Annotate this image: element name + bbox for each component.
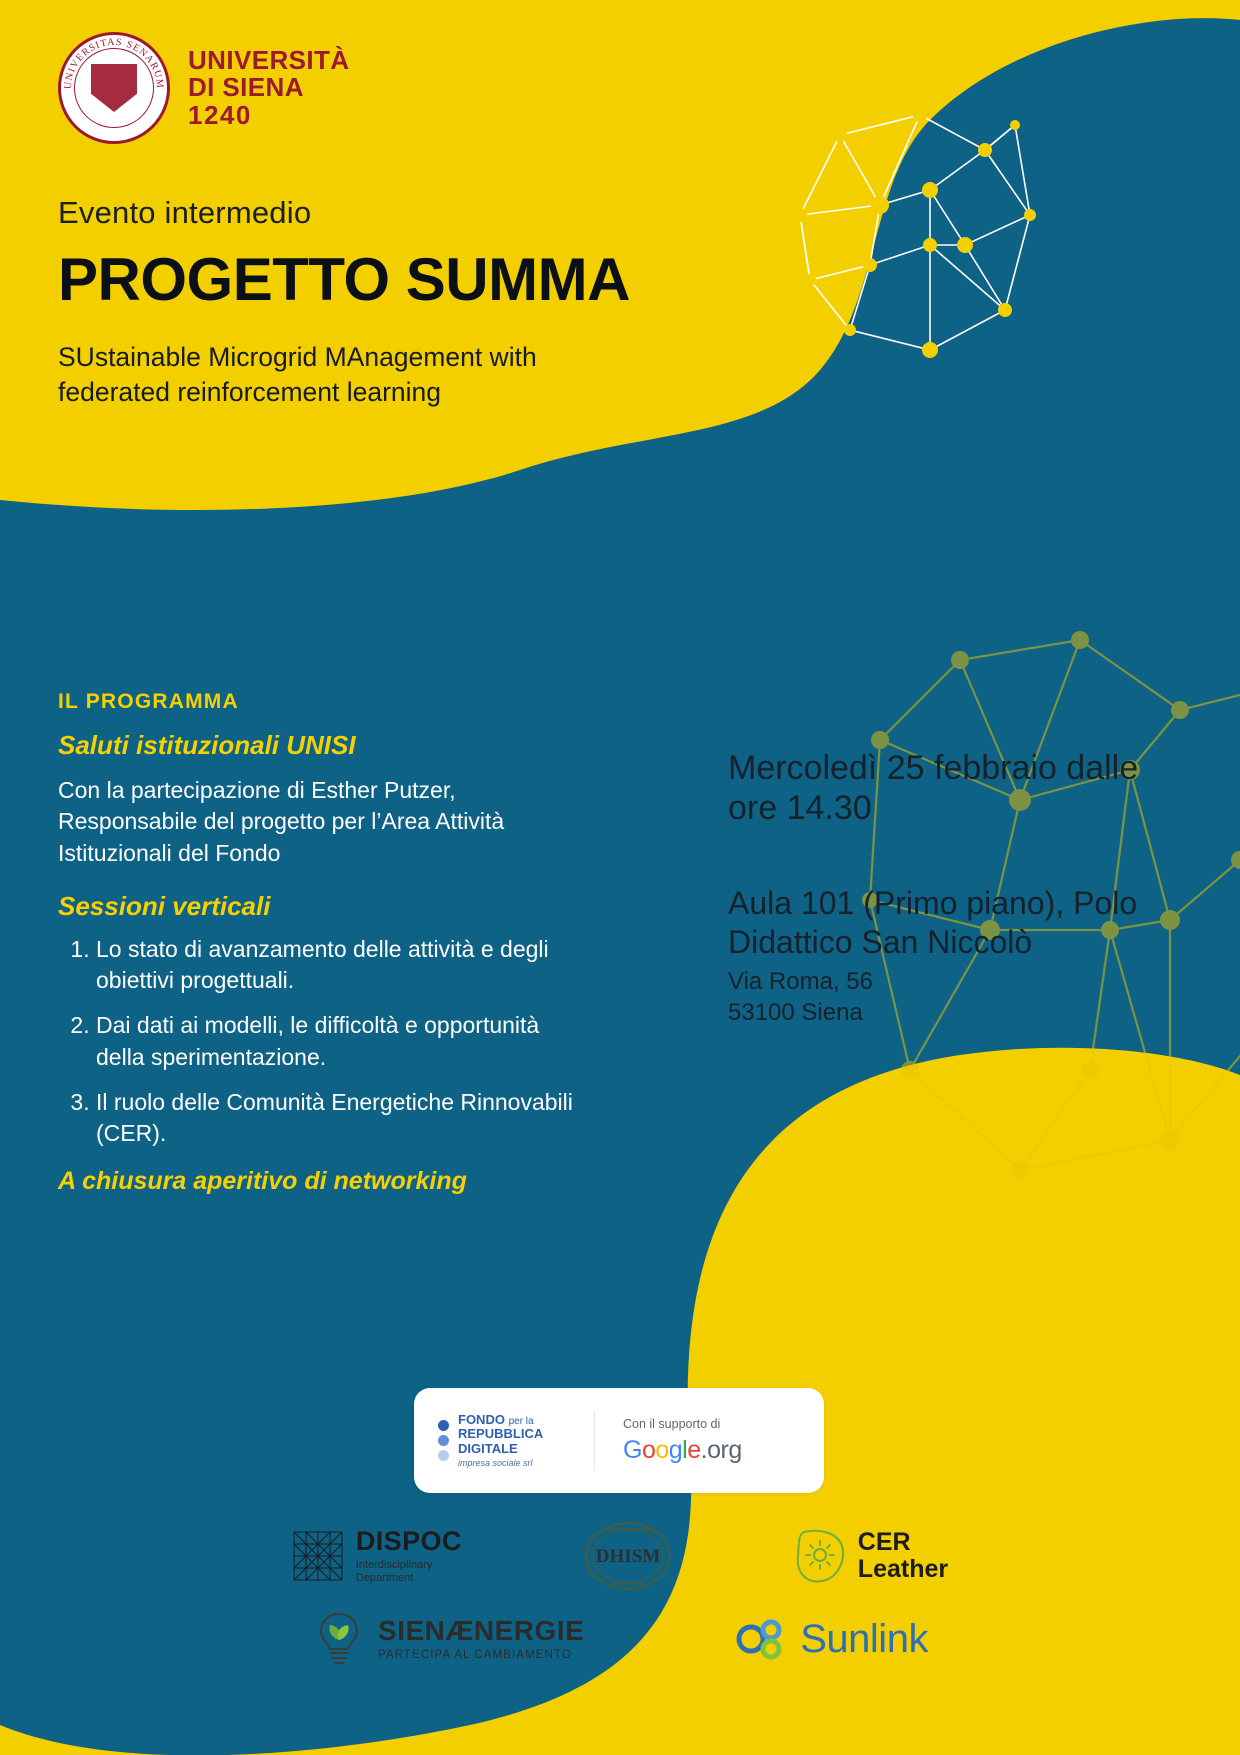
- dispoc-sub-line1: Interdisciplinary: [355, 1558, 433, 1571]
- google-org-logo: [623, 1436, 742, 1465]
- partner-row-2: [0, 1610, 1240, 1668]
- support-label: Con il supporto di: [623, 1416, 721, 1431]
- university-name-line1: UNIVERSITÀ: [188, 44, 350, 75]
- svg-text:MCCCXXX: MCCCXXX: [612, 1582, 643, 1588]
- dispoc-grid-icon: [292, 1530, 344, 1582]
- programme-section: [58, 690, 588, 1196]
- cer-name-line1: CER: [857, 1528, 911, 1556]
- dispoc-logo: [292, 1525, 462, 1585]
- event-subtitle-line1: SUstainable Microgrid MAnagement with: [58, 342, 537, 372]
- fondo-line2: REPUBBLICA: [458, 1426, 544, 1442]
- google-letter-l: l: [682, 1435, 688, 1464]
- sunlink-logo: [734, 1614, 928, 1664]
- sunlink-mark-icon: [734, 1614, 788, 1664]
- google-support-block: [594, 1411, 742, 1471]
- programme-item-list: [58, 934, 588, 1150]
- dhism-logo: [582, 1520, 674, 1592]
- event-subtitle: [58, 340, 630, 410]
- sienaenergie-tagline: PARTECIPA AL CAMBIAMENTO: [378, 1649, 572, 1661]
- google-letter-g1: G: [623, 1435, 642, 1464]
- poster-header: [58, 195, 630, 410]
- university-wordmark: [188, 44, 350, 130]
- sienaenergie-name: SIENÆNERGIE: [378, 1615, 585, 1646]
- programme-closing-note: A chiusura aperitivo di networking: [58, 1167, 467, 1196]
- svg-text:UNIVERSITAS SENARUM: UNIVERSITAS SENARUM: [62, 36, 166, 90]
- list-item: 2. Dai dati ai modelli, le difficoltà e opportunità della sperimentazione.: [96, 1010, 588, 1073]
- sunlink-name-part1: Sun: [800, 1616, 870, 1661]
- page-title: PROGETTO SUMMA: [58, 246, 630, 313]
- list-item: 3. Il ruolo delle Comunità Energetiche Rinnovabili (CER).: [96, 1087, 588, 1150]
- programme-section1-body: Con la partecipazione di Esther Putzer, Responsabile del progetto per l’Area Attività Istituzionali del Fondo: [58, 777, 505, 866]
- where-venue: Aula 101 (Primo piano), Polo Didattico San Niccolò: [728, 885, 1138, 960]
- fondo-repubblica-digitale-logo: [414, 1413, 594, 1469]
- fondo-line1-strong: FONDO: [458, 1411, 505, 1427]
- where-street: Via Roma, 56: [728, 968, 873, 995]
- sienaenergie-bulb-leaf-icon: [312, 1610, 366, 1668]
- university-logo: [58, 32, 349, 144]
- svg-text:UNIVERSITAS SEN: UNIVERSITAS SEN: [601, 1528, 654, 1534]
- fondo-line4: impresa sociale srl: [458, 1458, 533, 1469]
- programme-section1-title: Saluti istituzionali UNISI: [58, 730, 356, 760]
- programme-kicker: IL PROGRAMMA: [58, 690, 239, 713]
- partner-logos: [0, 1520, 1240, 1686]
- google-letter-o2: o: [655, 1435, 669, 1464]
- event-eyebrow: Evento intermedio: [58, 195, 312, 230]
- list-item: 1. Lo stato di avanzamento delle attività e degli obiettivi progettuali.: [96, 934, 588, 997]
- university-year: 1240: [188, 99, 252, 130]
- dispoc-sub-line2: Department: [355, 1571, 414, 1584]
- when-label: QUANDO: [728, 718, 828, 741]
- when-value: Mercoledì 25 febbraio dalle ore 14.30: [728, 749, 1139, 828]
- fondo-line1-light: per la: [508, 1415, 534, 1427]
- network-graphic-icon: [780, 95, 1060, 385]
- cer-name-line2: Leather: [857, 1555, 949, 1583]
- google-org-suffix: .org: [700, 1435, 742, 1464]
- google-letter-e: e: [687, 1435, 701, 1464]
- sponsor-card: [414, 1388, 824, 1493]
- google-letter-o1: o: [641, 1435, 656, 1464]
- partner-row-1: [0, 1520, 1240, 1592]
- dhism-seal-icon: [582, 1520, 674, 1592]
- dispoc-name: DISPOC: [355, 1525, 462, 1556]
- dhism-name: DHISM: [595, 1546, 660, 1567]
- where-city: 53100 Siena: [728, 998, 863, 1026]
- where-label: DOVE: [728, 854, 792, 878]
- programme-section2-title: Sessioni verticali: [58, 890, 271, 921]
- university-name-line2: DI SIENA: [188, 72, 304, 103]
- cer-sun-icon: [794, 1528, 846, 1584]
- event-subtitle-line2: federated reinforcement learning: [58, 377, 442, 408]
- sienaenergie-logo: [312, 1610, 584, 1668]
- university-seal-icon: [58, 32, 170, 144]
- sunlink-name-part2: link: [869, 1616, 928, 1661]
- fondo-dots-icon: [438, 1420, 449, 1461]
- google-letter-g2: g: [668, 1435, 683, 1464]
- fondo-line3: DIGITALE: [458, 1440, 518, 1456]
- event-details: [728, 718, 1148, 1028]
- cer-leather-logo: [794, 1528, 948, 1584]
